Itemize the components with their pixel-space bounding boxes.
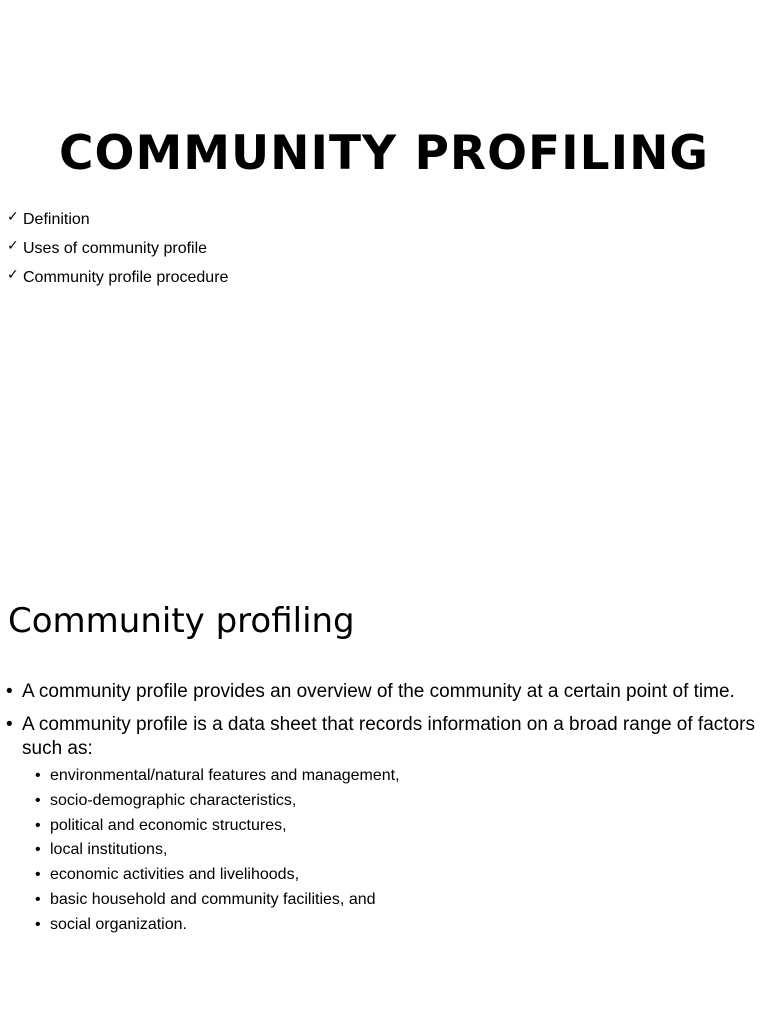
- bullet-dot-icon: •: [35, 841, 41, 859]
- check-mark-icon: ✓: [7, 238, 19, 254]
- sub-bullet-text: basic household and community facilities, and: [50, 890, 376, 908]
- sub-bullet-text: socio-demographic characteristics,: [50, 791, 297, 809]
- bullet-dot-icon: •: [35, 767, 41, 784]
- bullet-dot-icon: •: [6, 681, 13, 702]
- checklist-item: [7, 205, 228, 234]
- sub-bullet-text: environmental/natural features and management,: [50, 767, 400, 784]
- sub-bullet-text: economic activities and livelihoods,: [50, 866, 300, 884]
- checklist-item-label: Community profile procedure: [23, 269, 229, 286]
- sub-bullet-item: [22, 814, 766, 839]
- sub-bullet-item: [22, 838, 766, 863]
- bullet-dot-icon: •: [35, 866, 41, 884]
- sub-bullet-item: [22, 888, 766, 913]
- bullet-item: [6, 680, 766, 704]
- agenda-checklist: [7, 205, 228, 292]
- bullet-dot-icon: •: [35, 791, 41, 809]
- check-mark-icon: ✓: [7, 267, 19, 283]
- sub-bullet-item: [22, 764, 766, 789]
- bullet-text: A community profile is a data sheet that records information on a broad range of factors such as:: [22, 714, 755, 759]
- sub-bullet-item: [22, 789, 766, 814]
- slide-heading: Community profiling: [8, 601, 355, 641]
- sub-bullet-list: [22, 764, 766, 938]
- sub-bullet-text: local institutions,: [50, 841, 168, 859]
- bullet-dot-icon: •: [35, 890, 41, 908]
- check-mark-icon: ✓: [7, 209, 19, 225]
- sub-bullet-item: [22, 913, 766, 938]
- bullet-text: A community profile provides an overview of the community at a certain point of time.: [22, 681, 735, 702]
- bullet-list: [6, 680, 766, 947]
- bullet-dot-icon: •: [35, 915, 41, 933]
- sub-bullet-text: political and economic structures,: [50, 816, 287, 834]
- sub-bullet-text: social organization.: [50, 915, 187, 933]
- checklist-item: [7, 263, 228, 292]
- bullet-item: [6, 713, 766, 938]
- sub-bullet-item: [22, 863, 766, 888]
- slide-title: COMMUNITY PROFILING: [59, 126, 709, 181]
- bullet-dot-icon: •: [6, 714, 13, 735]
- checklist-item: [7, 234, 228, 263]
- checklist-item-label: Uses of community profile: [23, 240, 208, 257]
- checklist-item-label: Definition: [23, 211, 90, 228]
- bullet-dot-icon: •: [35, 816, 41, 834]
